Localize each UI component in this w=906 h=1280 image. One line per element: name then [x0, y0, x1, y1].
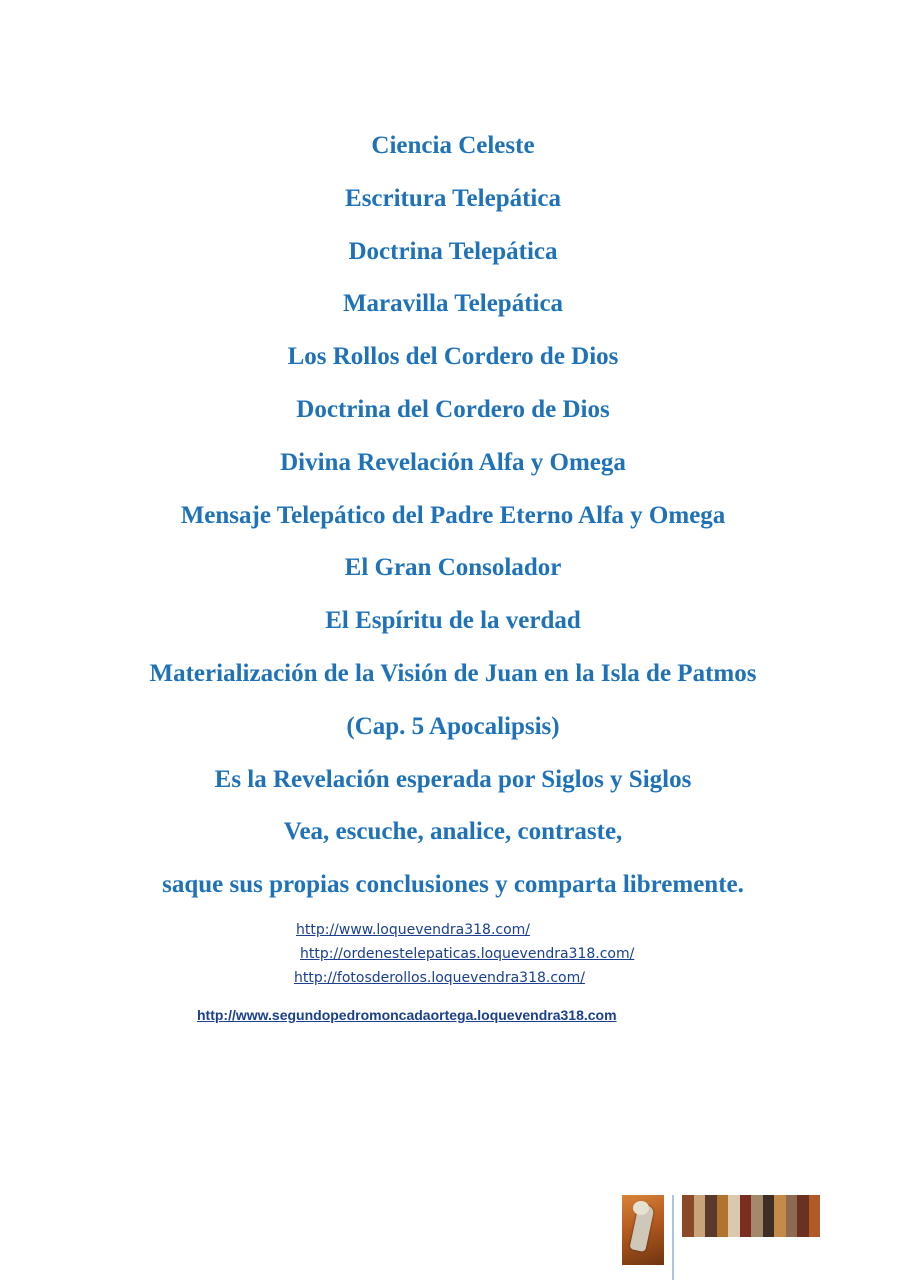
title-gran-consolador: El Gran Consolador	[344, 554, 562, 582]
title-maravilla-telepatica: Maravilla Telepática	[342, 290, 564, 318]
collage-tile	[786, 1195, 798, 1237]
collage-tile	[763, 1195, 775, 1237]
link-segundopedromoncadaortega[interactable]: http://www.segundopedromoncadaortega.loquevendra318.com	[197, 1007, 617, 1023]
footer-divider	[672, 1195, 674, 1280]
collage-tile	[774, 1195, 786, 1237]
title-materializacion: Materialización de la Visión de Juan en la Isla de Patmos	[149, 659, 757, 687]
collage-tile	[682, 1195, 694, 1237]
title-los-rollos: Los Rollos del Cordero de Dios	[287, 343, 619, 371]
title-espiritu-verdad: El Espíritu de la verdad	[325, 607, 581, 635]
title-ciencia-celeste: Ciencia Celeste	[371, 132, 535, 159]
title-revelacion-esperada: Es la Revelación esperada por Siglos y Siglos	[214, 765, 692, 793]
title-saque-conclusiones: saque sus propias conclusiones y comparta libremente.	[162, 871, 744, 899]
photo-collage-strip	[682, 1195, 820, 1237]
collage-tile	[705, 1195, 717, 1237]
title-doctrina-cordero: Doctrina del Cordero de Dios	[296, 395, 610, 423]
collage-tile	[740, 1195, 752, 1237]
title-doctrina-telepatica: Doctrina Telepática	[348, 237, 558, 265]
title-vea-escuche: Vea, escuche, analice, contraste,	[283, 818, 623, 846]
collage-tile	[797, 1195, 809, 1237]
statue-head-shape	[633, 1201, 649, 1215]
title-cap-apocalipsis: (Cap. 5 Apocalipsis)	[346, 712, 560, 740]
title-divina-revelacion: Divina Revelación Alfa y Omega	[280, 448, 626, 476]
title-list	[0, 126, 906, 918]
statue-photo-thumbnail	[622, 1195, 664, 1265]
collage-tile	[728, 1195, 740, 1237]
title-mensaje-telepatico: Mensaje Telepático del Padre Eterno Alfa y Omega	[180, 501, 726, 529]
link-loquevendra[interactable]: http://www.loquevendra318.com/	[296, 922, 531, 938]
collage-tile	[717, 1195, 729, 1237]
link-fotosderollos[interactable]: http://fotosderollos.loquevendra318.com/	[294, 970, 585, 986]
collage-tile	[809, 1195, 821, 1237]
link-ordenestelepaticas[interactable]: http://ordenestelepaticas.loquevendra318.com/	[300, 946, 635, 962]
collage-tile	[694, 1195, 706, 1237]
collage-tile	[751, 1195, 763, 1237]
title-escritura-telepatica: Escritura Telepática	[345, 184, 561, 212]
